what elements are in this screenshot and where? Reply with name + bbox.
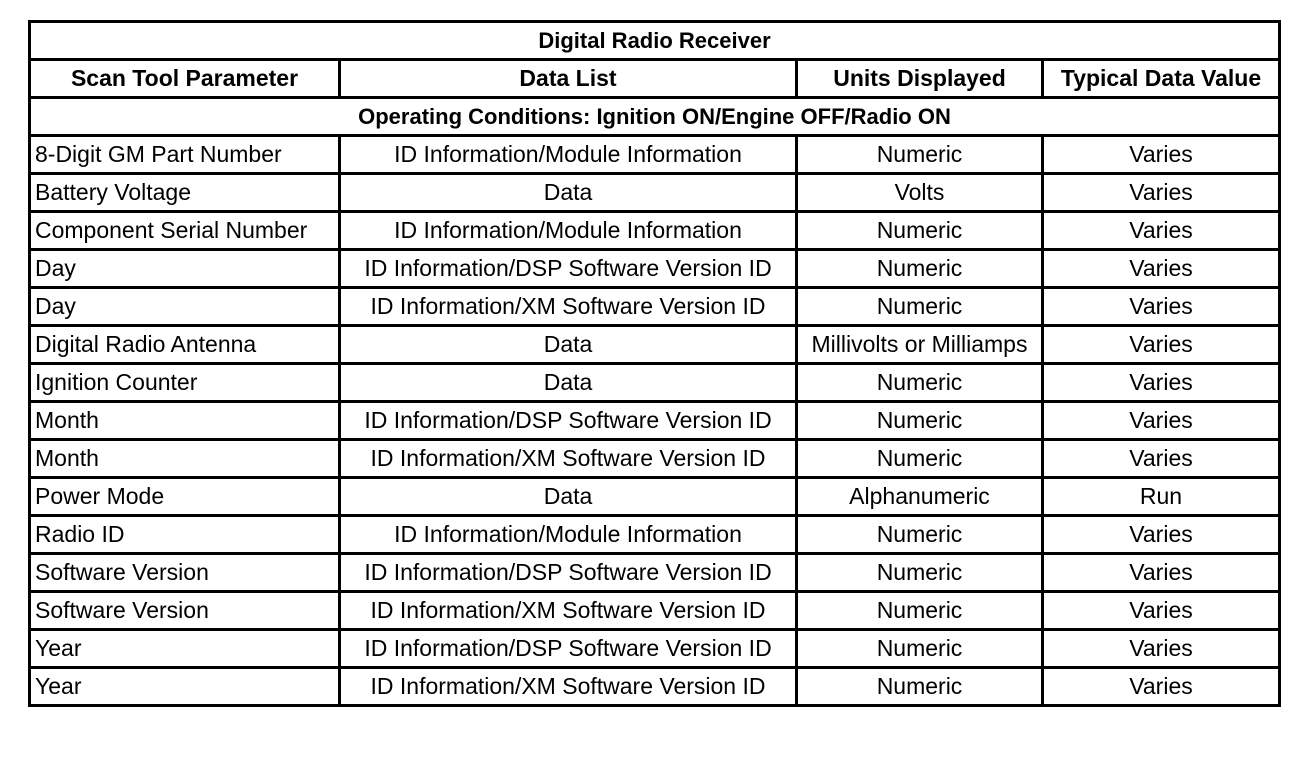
cell-data-list: ID Information/DSP Software Version ID xyxy=(340,630,797,668)
cell-units: Numeric xyxy=(797,440,1043,478)
cell-parameter: Radio ID xyxy=(30,516,340,554)
cell-parameter: Power Mode xyxy=(30,478,340,516)
cell-units: Numeric xyxy=(797,250,1043,288)
cell-data-list: Data xyxy=(340,364,797,402)
table-row xyxy=(30,402,1280,440)
table-row xyxy=(30,516,1280,554)
cell-units: Millivolts or Milliamps xyxy=(797,326,1043,364)
header-row xyxy=(30,60,1280,98)
table-row xyxy=(30,478,1280,516)
table-row xyxy=(30,554,1280,592)
cell-units: Numeric xyxy=(797,554,1043,592)
cell-parameter: Month xyxy=(30,440,340,478)
cell-data-list: ID Information/XM Software Version ID xyxy=(340,592,797,630)
header-units-displayed: Units Displayed xyxy=(797,60,1043,98)
cell-data-list: ID Information/XM Software Version ID xyxy=(340,440,797,478)
scan-tool-data-table xyxy=(28,20,1281,707)
cell-parameter: 8-Digit GM Part Number xyxy=(30,136,340,174)
cell-typical-value: Varies xyxy=(1043,402,1280,440)
cell-parameter: Day xyxy=(30,250,340,288)
cell-parameter: Battery Voltage xyxy=(30,174,340,212)
cell-parameter: Ignition Counter xyxy=(30,364,340,402)
cell-data-list: ID Information/Module Information xyxy=(340,516,797,554)
cell-parameter: Month xyxy=(30,402,340,440)
cell-units: Volts xyxy=(797,174,1043,212)
table-row xyxy=(30,288,1280,326)
cell-typical-value: Varies xyxy=(1043,364,1280,402)
cell-typical-value: Varies xyxy=(1043,554,1280,592)
table-row xyxy=(30,364,1280,402)
table-row xyxy=(30,174,1280,212)
cell-parameter: Software Version xyxy=(30,592,340,630)
header-typical-data-value: Typical Data Value xyxy=(1043,60,1280,98)
table-row xyxy=(30,592,1280,630)
table-row xyxy=(30,668,1280,706)
table-row xyxy=(30,440,1280,478)
cell-parameter: Day xyxy=(30,288,340,326)
cell-typical-value: Varies xyxy=(1043,592,1280,630)
cell-typical-value: Varies xyxy=(1043,250,1280,288)
cell-typical-value: Varies xyxy=(1043,288,1280,326)
cell-parameter: Component Serial Number xyxy=(30,212,340,250)
cell-parameter: Digital Radio Antenna xyxy=(30,326,340,364)
cell-typical-value: Varies xyxy=(1043,326,1280,364)
cell-data-list: Data xyxy=(340,326,797,364)
cell-data-list: Data xyxy=(340,174,797,212)
cell-units: Numeric xyxy=(797,364,1043,402)
cell-typical-value: Varies xyxy=(1043,440,1280,478)
cell-units: Numeric xyxy=(797,592,1043,630)
table-row xyxy=(30,250,1280,288)
cell-data-list: ID Information/DSP Software Version ID xyxy=(340,554,797,592)
table-title: Digital Radio Receiver xyxy=(30,22,1280,60)
title-row xyxy=(30,22,1280,60)
table-row xyxy=(30,212,1280,250)
cell-data-list: ID Information/XM Software Version ID xyxy=(340,288,797,326)
cell-units: Numeric xyxy=(797,136,1043,174)
cell-units: Alphanumeric xyxy=(797,478,1043,516)
cell-data-list: ID Information/XM Software Version ID xyxy=(340,668,797,706)
table-row xyxy=(30,630,1280,668)
cell-typical-value: Run xyxy=(1043,478,1280,516)
cell-units: Numeric xyxy=(797,668,1043,706)
cell-parameter: Software Version xyxy=(30,554,340,592)
cell-parameter: Year xyxy=(30,668,340,706)
cell-units: Numeric xyxy=(797,402,1043,440)
cell-parameter: Year xyxy=(30,630,340,668)
cell-typical-value: Varies xyxy=(1043,174,1280,212)
header-scan-tool-parameter: Scan Tool Parameter xyxy=(30,60,340,98)
cell-typical-value: Varies xyxy=(1043,212,1280,250)
cell-typical-value: Varies xyxy=(1043,516,1280,554)
table-row xyxy=(30,326,1280,364)
cell-units: Numeric xyxy=(797,212,1043,250)
header-data-list: Data List xyxy=(340,60,797,98)
cell-typical-value: Varies xyxy=(1043,668,1280,706)
cell-units: Numeric xyxy=(797,516,1043,554)
cell-typical-value: Varies xyxy=(1043,630,1280,668)
cell-data-list: ID Information/Module Information xyxy=(340,136,797,174)
cell-units: Numeric xyxy=(797,288,1043,326)
operating-conditions: Operating Conditions: Ignition ON/Engine OFF/Radio ON xyxy=(30,98,1280,136)
cell-data-list: ID Information/DSP Software Version ID xyxy=(340,402,797,440)
cell-typical-value: Varies xyxy=(1043,136,1280,174)
cell-data-list: ID Information/Module Information xyxy=(340,212,797,250)
cell-units: Numeric xyxy=(797,630,1043,668)
operating-conditions-row xyxy=(30,98,1280,136)
cell-data-list: Data xyxy=(340,478,797,516)
table-row xyxy=(30,136,1280,174)
cell-data-list: ID Information/DSP Software Version ID xyxy=(340,250,797,288)
